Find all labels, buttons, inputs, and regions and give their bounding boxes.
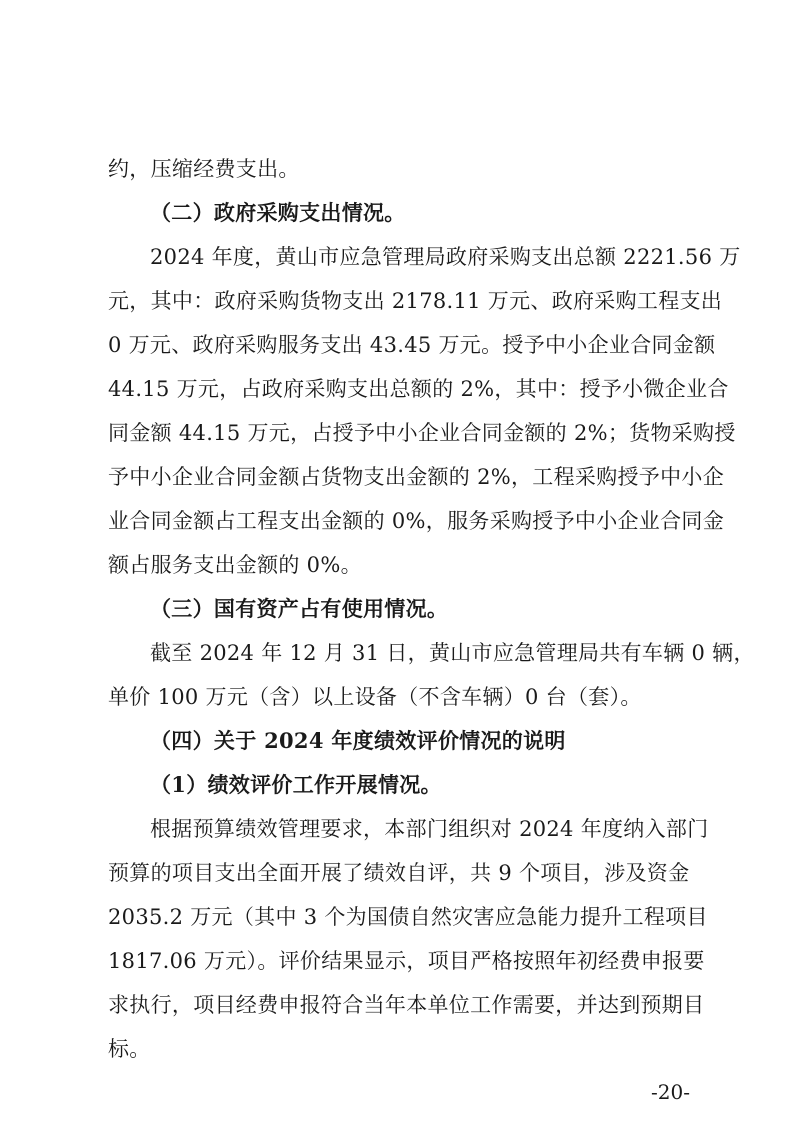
paragraph-line: 2024 年度，黄山市应急管理局政府采购支出总额 2221.56 万 [150,245,741,269]
paragraph-line: 单价 100 万元（含）以上设备（不含车辆）0 台（套）。 [108,685,642,709]
paragraph-line: 求执行，项目经费申报符合当年本单位工作需要，并达到预期目 [108,993,705,1017]
paragraph-line: 44.15 万元，占政府采购支出总额的 2%，其中：授予小微企业合 [108,377,729,401]
paragraph-line: 截至 2024 年 12 月 31 日，黄山市应急管理局共有车辆 0 辆， [150,641,755,665]
paragraph-line: 标。 [108,1037,151,1061]
paragraph-line: 业合同金额占工程支出金额的 0%，服务采购授予中小企业合同金 [108,509,724,533]
paragraph-line: 2035.2 万元（其中 3 个为国债自然灾害应急能力提升工程项目 [108,905,708,929]
page-number: -20- [651,1080,690,1104]
paragraph-line: 约，压缩经费支出。 [108,157,300,181]
subsection-heading-performance: （1）绩效评价工作开展情况。 [150,772,442,797]
paragraph-line: 额占服务支出金额的 0%。 [108,553,362,577]
section-heading-performance: （四）关于 2024 年度绩效评价情况的说明 [150,728,566,753]
paragraph-line: 予中小企业合同金额占货物支出金额的 2%，工程采购授予中小企 [108,465,724,489]
paragraph-line: 预算的项目支出全面开展了绩效自评，共 9 个项目，涉及资金 [108,861,690,885]
paragraph-line: 元，其中：政府采购货物支出 2178.11 万元、政府采购工程支出 [108,289,723,313]
section-heading-assets: （三）国有资产占有使用情况。 [150,596,449,621]
paragraph-line: 0 万元、政府采购服务支出 43.45 万元。授予中小企业合同金额 [108,333,716,357]
paragraph-line: 同金额 44.15 万元，占授予中小企业合同金额的 2%；货物采购授 [108,421,736,445]
paragraph-line: 1817.06 万元）。评价结果显示，项目严格按照年初经费申报要 [108,949,705,973]
section-heading-procurement: （二）政府采购支出情况。 [150,200,406,225]
paragraph-line: 根据预算绩效管理要求，本部门组织对 2024 年度纳入部门 [150,817,709,841]
